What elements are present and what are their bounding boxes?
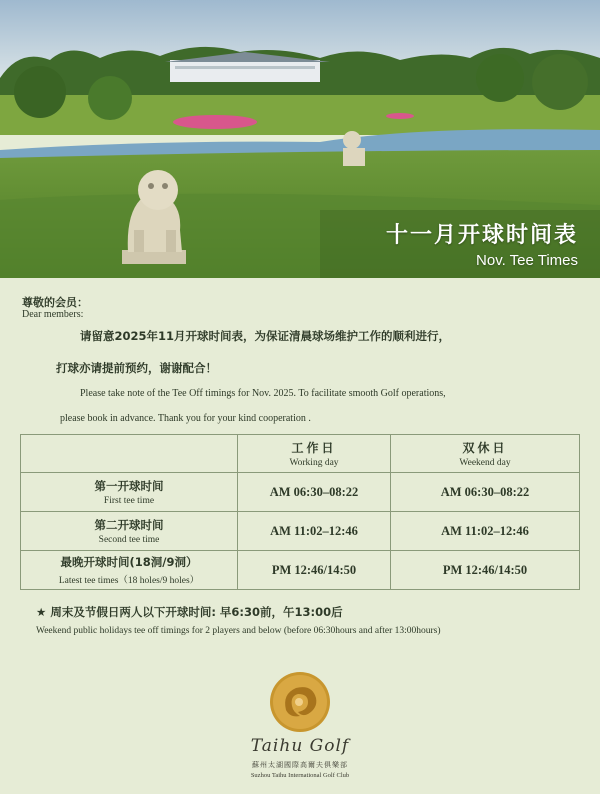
row-label-second-tee: [21, 512, 238, 551]
column-header-working-en: Working day: [289, 458, 339, 468]
intro-chinese-line2: 打球亦请提前预约，谢谢配合！: [56, 361, 217, 375]
weekend-note-english: Weekend public holidays tee off timings for 2 players and below (before 06:30hours and after 13:00hours): [36, 626, 441, 636]
intro-english-line2: please book in advance. Thank you for your kind cooperation .: [60, 413, 311, 424]
column-header-weekend: [391, 435, 580, 473]
row-label-en: First tee time: [103, 496, 155, 506]
working-day-time: PM 12:46/14:50: [238, 551, 391, 590]
column-header-weekend-cn: 双休日: [462, 441, 508, 455]
hero-image: [0, 0, 600, 278]
column-header-weekend-en: Weekend day: [459, 458, 511, 468]
row-label-en: Latest tee times（18 holes/9 holes）: [58, 576, 200, 586]
weekend-note-chinese-text: 周末及节假日两人以下开球时间: 早6:30前，午13:00后: [50, 605, 343, 619]
club-name-english: Suzhou Taihu International Golf Club: [250, 772, 350, 779]
row-label-cn: 最晚开球时间(18洞/9洞）: [60, 555, 198, 569]
intro-english-line1: Please take note of the Tee Off timings for Nov. 2025. To facilitate smooth Golf operations,: [80, 388, 446, 399]
greeting-chinese: 尊敬的会员：: [22, 296, 88, 309]
weekend-note-chinese: [36, 604, 343, 620]
row-label-latest-tee: [21, 551, 238, 590]
club-name-chinese: 蘇州太湖國際高爾夫俱樂部: [252, 761, 348, 769]
intro-chinese-line1: 请留意2025年11月开球时间表，为保证清晨球场维护工作的顺利进行，: [80, 329, 451, 343]
working-day-time: AM 11:02–12:46: [238, 512, 391, 551]
title-english: Nov. Tee Times: [476, 252, 578, 269]
row-label-cn: 第一开球时间: [94, 479, 164, 493]
row-label-first-tee: [21, 473, 238, 512]
weekend-day-time: AM 06:30–08:22: [391, 473, 580, 512]
table-header-row: [21, 435, 580, 473]
star-icon: ★: [36, 605, 47, 619]
weekend-day-time: AM 11:02–12:46: [391, 512, 580, 551]
brand-name: Taihu Golf: [250, 736, 350, 756]
title-chinese: 十一月开球时间表: [385, 223, 578, 248]
club-logo-icon: [268, 670, 332, 734]
weekend-day-time: PM 12:46/14:50: [391, 551, 580, 590]
tee-times-table: [20, 434, 580, 590]
table-corner-cell: [21, 435, 238, 473]
greeting-english: Dear members:: [22, 309, 84, 320]
table-row: [21, 551, 580, 590]
working-day-time: AM 06:30–08:22: [238, 473, 391, 512]
row-label-cn: 第二开球时间: [94, 518, 164, 532]
column-header-working-cn: 工作日: [291, 441, 337, 455]
row-label-en: Second tee time: [98, 535, 160, 545]
table-row: [21, 473, 580, 512]
column-header-working: [238, 435, 391, 473]
table-row: [21, 512, 580, 551]
